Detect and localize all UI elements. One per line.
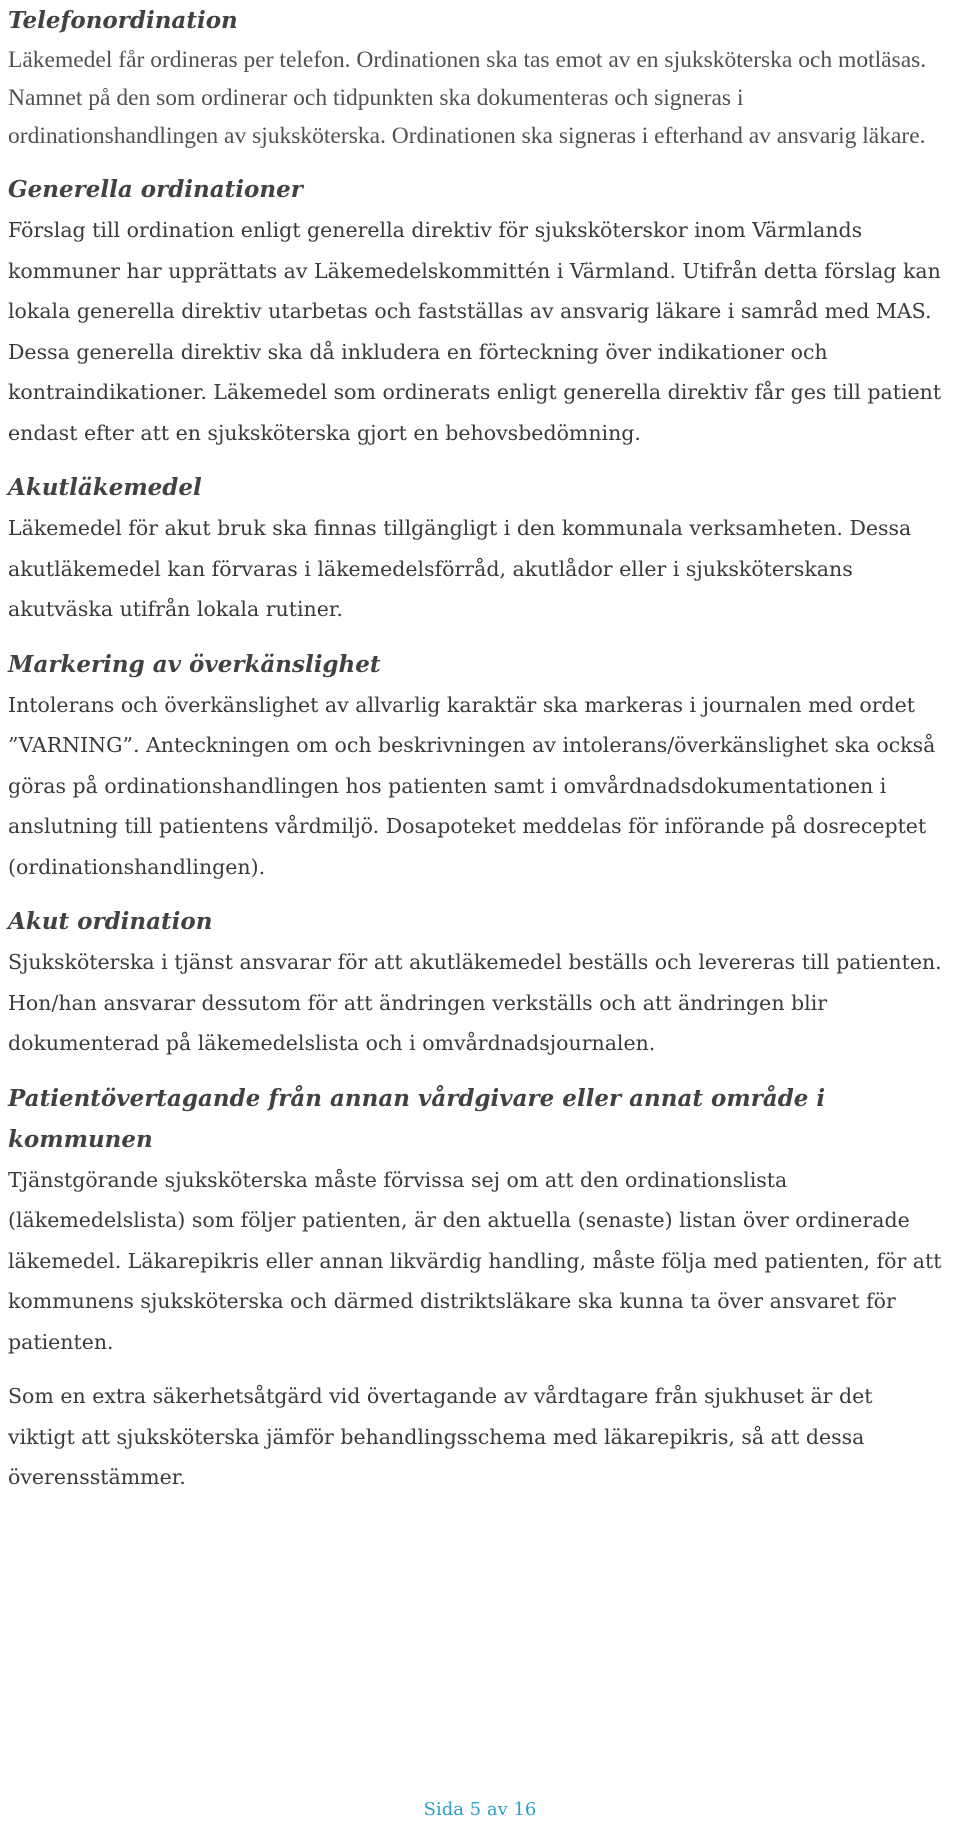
section-text-generella-ordinationer: Förslag till ordination enligt generella direktiv för sjuksköterskor inom Värmlands kommuner har upprättats av Läkemedelskommittén i Värmland. Utifrån detta förslag kan lokala generella direktiv utarbetas och fastställas av ansvarig läkare i samråd med MAS. Dessa generella direktiv ska då inkludera en förteckning över indikationer och kontraindikationer. Läkemedel som ordinerats enligt generella direktiv får ges till patient endast efter att en sjuksköterska gjort en behovsbedömning. bbox=[8, 218, 942, 445]
section-heading-patientovertagande: Patientövertagande från annan vårdgivare eller annat område i kommunen bbox=[8, 1084, 826, 1153]
closing-paragraph: Som en extra säkerhetsåtgärd vid övertagande av vårdtagare från sjukhuset är det viktigt att sjuksköterska jämför behandlingsschema med läkarepikris, så att dessa överensstämmer. bbox=[8, 1384, 873, 1489]
page-number-footer: Sida 5 av 16 bbox=[423, 1799, 537, 1820]
section-heading-akut-ordination: Akut ordination bbox=[8, 908, 213, 935]
document-page bbox=[8, 0, 943, 1512]
section-heading-markering-overkanslighet: Markering av överkänslighet bbox=[8, 650, 381, 678]
section-text-patientovertagande: Tjänstgörande sjuksköterska måste förvissa sej om att den ordinationslista (läkemedelslista) som följer patienten, är den aktuella (senaste) listan över ordinerade läkemedel. Läkarepikris eller annan likvärdig handling, måste följa med patienten, för att kommunens sjuksköterska och därmed distriktsläkare ska kunna ta över ansvaret för patienten. bbox=[8, 1167, 942, 1354]
section-text-markering-overkanslighet: Intolerans och överkänslighet av allvarlig karaktär ska markeras i journalen med ordet ”VARNING”. Anteckningen om och beskrivningen av intolerans/överkänslighet ska också göras på ordinationshandlingen hos patienten samt i omvårdnadsdokumentationen i anslutning till patientens vårdmiljö. Dosapoteket meddelas för införande på dosreceptet (ordinationshandlingen). bbox=[8, 692, 936, 879]
section-text-telefonordination: Läkemedel får ordineras per telefon. Ordinationen ska tas emot av en sjuksköterska och motläsas. Namnet på den som ordinerar och tidpunkten ska dokumenteras och signeras i ordinationshandlingen av sjuksköterska. Ordinationen ska signeras i efterhand av ansvarig läkare. bbox=[8, 47, 927, 149]
section-text-akutlakemedel: Läkemedel för akut bruk ska finnas tillgängligt i den kommunala verksamheten. Dessa akutläkemedel kan förvaras i läkemedelsförråd, akutlådor eller i sjuksköterskans akutväska utifrån lokala rutiner. bbox=[8, 516, 912, 621]
section-text-akut-ordination: Sjuksköterska i tjänst ansvarar för att akutläkemedel beställs och levereras till patienten. Hon/han ansvarar dessutom för att ändringen verkställs och att ändringen blir dokumenterad på läkemedelslista och i omvårdnadsjournalen. bbox=[8, 950, 942, 1055]
section-heading-telefonordination: Telefonordination bbox=[8, 7, 238, 34]
section-heading-generella-ordinationer: Generella ordinationer bbox=[8, 176, 303, 203]
section-heading-akutlakemedel: Akutläkemedel bbox=[8, 474, 202, 501]
